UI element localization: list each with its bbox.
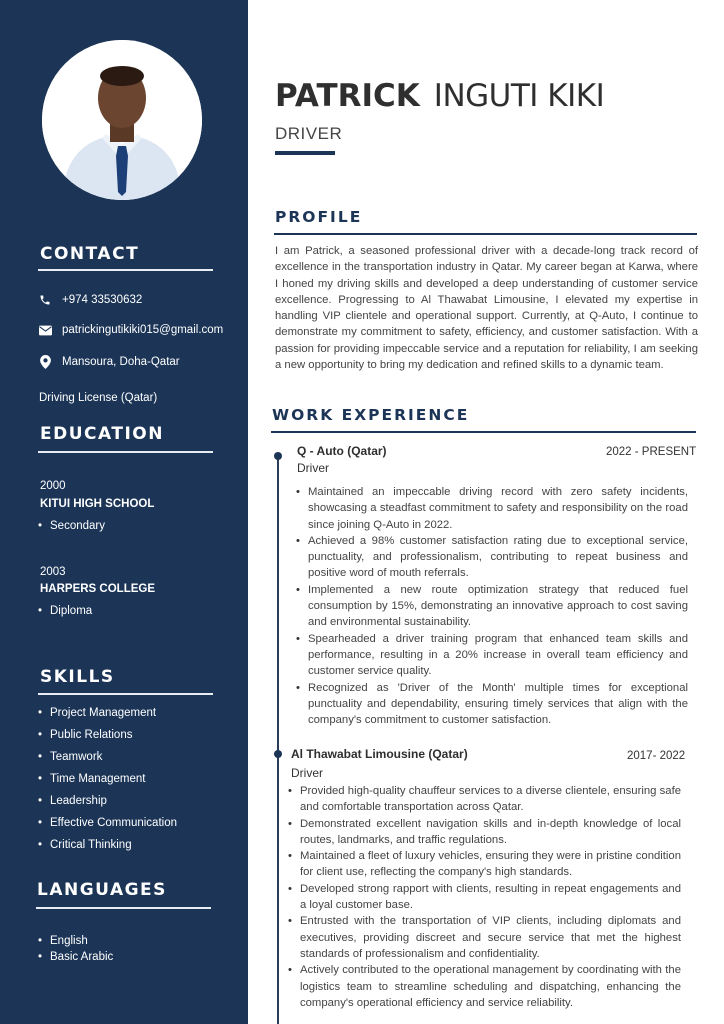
email-address: patrickingutikiki015@gmail.com [62,324,224,336]
skill-item: • Leadership [50,793,177,815]
skills-list [50,705,177,859]
contact-divider [38,269,213,271]
job-bullet: • Maintained an impeccable driving record with zero safety incidents, showcasing a steadfast commitment to safety and responsibility on the road since joining Q-Auto in 2022. [308,484,688,533]
education-divider [38,451,213,453]
skill-item: • Effective Communication [50,815,177,837]
education-year: 2003 [40,566,66,578]
job-dates: 2022 - PRESENT [606,446,697,458]
profile-text: I am Patrick, a seasoned professional driver with a decade-long track record of excellence in the transportation industry in Qatar. My career began at Karwa, where I honed my driving skills and developed a deep understanding of customer service excellence. Progressing to Al Thawabat Limousine, I elevated my expertise in handling VIP clientele and operational support. Currently, at Q-Auto, I continue to demonstrate my commitment to safety, efficiency, and customer satisfaction. With a passion for providing impeccable service and a reputation for reliability, I am seeking a new opportunity to bring my dedication and refined skills to a dynamic team. [275,245,698,372]
skill-item: • Project Management [50,705,177,727]
phone-icon [38,293,52,307]
first-name: PATRICK [275,78,420,114]
profile-divider [274,233,697,235]
profile-photo [42,40,202,200]
job-bullet: • Entrusted with the transportation of VIP clients, including diplomats and executives, providing discreet and secure service that met the highest standards of professionalism and confidentiality. [300,913,681,962]
location-pin-icon [38,355,52,369]
profile-heading: PROFILE [275,208,363,226]
role-underline [275,151,335,155]
skills-divider [38,693,213,695]
phone-number: +974 33530632 [62,294,143,306]
job-role: Driver [297,461,329,475]
job-bullet: • Developed strong rapport with clients, resulting in repeat engagements and a loyal customer base. [300,881,681,914]
education-degree: • Diploma [50,605,92,617]
contact-phone [38,291,142,309]
education-school: HARPERS COLLEGE [40,583,156,595]
job-bullet: • Recognized as 'Driver of the Month' multiple times for exceptional punctuality and dependability, ensuring timely services that align with the company's commitment to customer satisfaction. [308,680,688,729]
job-role-title: DRIVER [275,124,343,143]
skill-item: • Time Management [50,771,177,793]
contact-email [38,321,223,339]
driving-license: Driving License (Qatar) [39,392,158,404]
full-name [275,78,604,114]
skills-heading: SKILLS [40,667,115,687]
timeline-dot [274,750,282,758]
job-bullets [300,783,681,1011]
education-school: KITUI HIGH SCHOOL [40,498,155,510]
job-bullet: • Implemented a new route optimization strategy that reduced fuel consumption by 15%, demonstrating an innovative approach to cost saving and environmental sustainability. [308,582,688,631]
job-role: Driver [291,766,323,780]
education-degree: • Secondary [50,520,105,532]
skill-item: • Teamwork [50,749,177,771]
skill-item: • Critical Thinking [50,837,177,859]
languages-divider [36,907,211,909]
job-bullets [308,484,688,728]
languages-list [50,933,113,965]
contact-heading: CONTACT [40,244,140,264]
education-year: 2000 [40,480,66,492]
language-item: • Basic Arabic [50,949,113,965]
job-bullet: • Demonstrated excellent navigation skills and in-depth knowledge of local routes, landmarks, and traffic regulations. [300,816,681,849]
job-company: Q - Auto (Qatar) [297,444,387,458]
job-dates: 2017- 2022 [627,750,686,762]
experience-heading: WORK EXPERIENCE [272,406,470,424]
job-bullet: • Spearheaded a driver training program that enhanced team skills and performance, resulting in a 20% increase in overall team efficiency and customer service quality. [308,631,688,680]
job-bullet: • Achieved a 98% customer satisfaction rating due to exceptional service, punctuality, and professionalism, contributing to repeat business and positive word of mouth referrals. [308,533,688,582]
languages-heading: LANGUAGES [37,880,167,900]
contact-location [38,353,180,371]
job-company: Al Thawabat Limousine (Qatar) [291,747,468,761]
envelope-icon [38,323,52,337]
experience-divider [271,431,696,433]
sidebar [0,0,248,1024]
timeline-dot [274,452,282,460]
education-heading: EDUCATION [40,424,164,444]
job-bullet: • Actively contributed to the operational management by coordinating with the logistics team to streamline scheduling and dispatching, enhancing the company's operational efficiency and service reliability. [300,962,681,1011]
job-bullet: • Provided high-quality chauffeur services to a diverse clientele, ensuring safe and comfortable transportation across Qatar. [300,783,681,816]
experience-timeline [277,454,279,1024]
skill-item: • Public Relations [50,727,177,749]
job-bullet: • Maintained a fleet of luxury vehicles, ensuring they were in pristine condition for client use, reflecting the company's high standards. [300,848,681,881]
language-item: • English [50,933,113,949]
location-text: Mansoura, Doha-Qatar [62,356,180,368]
last-name: INGUTI KIKI [433,78,605,114]
